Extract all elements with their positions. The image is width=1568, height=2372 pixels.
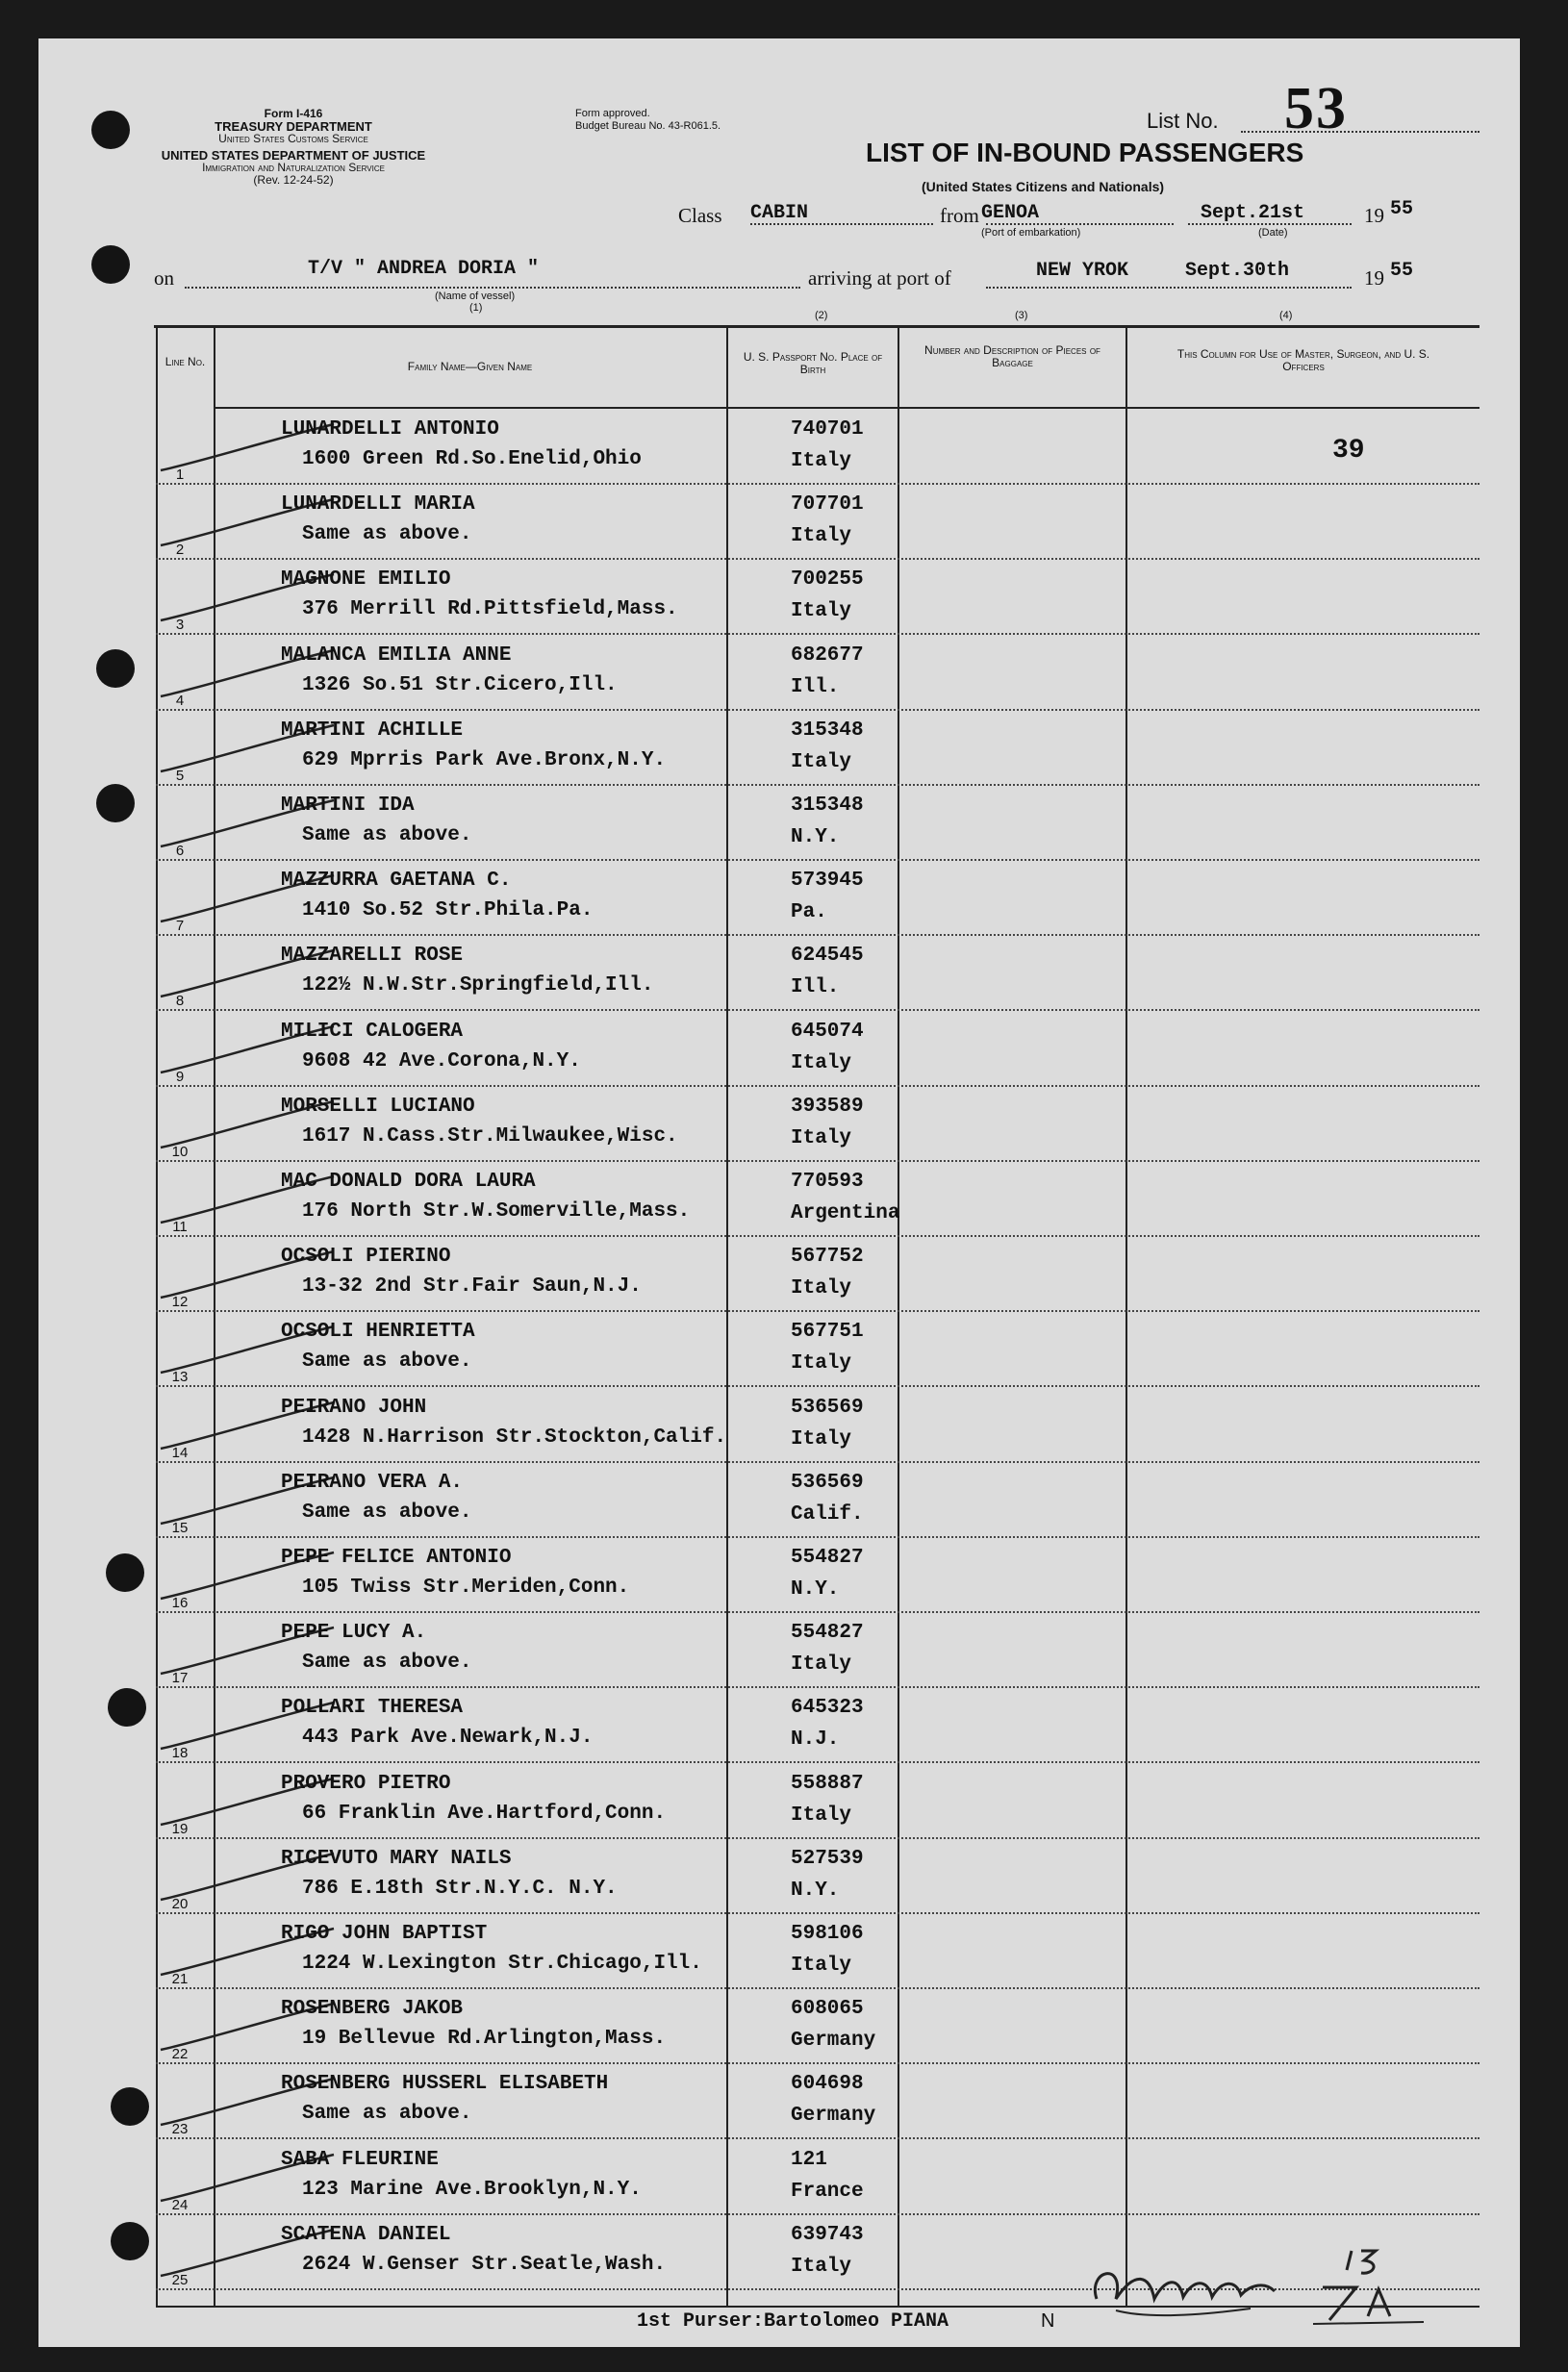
passenger-name: MAZZURRA GAETANA C. (281, 870, 512, 893)
line-number: 22 (171, 2046, 189, 2063)
form-approved: Form approved. (575, 108, 650, 119)
class-value: CABIN (750, 202, 809, 224)
passenger-address: 9608 42 Ave.Corona,N.Y. (302, 1049, 581, 1072)
date-caption: (Date) (1258, 227, 1288, 239)
passenger-address: 13-32 2nd Str.Fair Saun,N.J. (302, 1275, 642, 1299)
passenger-name: SABA FLEURINE (281, 2148, 439, 2171)
table-row (156, 1311, 1479, 1387)
passenger-address: 105 Twiss Str.Meriden,Conn. (302, 1577, 630, 1599)
table-row (156, 710, 1479, 786)
passenger-name: OCSOLI HENRIETTA (281, 1321, 475, 1344)
table-row (156, 860, 1479, 936)
list-no-line (1241, 131, 1479, 133)
table-row (156, 935, 1479, 1011)
line-number: 5 (175, 767, 185, 784)
justice-dept: UNITED STATES DEPARTMENT OF JUSTICE (161, 148, 426, 163)
col-header-baggage: Number and Description of Pieces of Baggage (924, 343, 1100, 369)
passport-number: 707701 (791, 493, 864, 517)
passport-number: 121 (791, 2148, 827, 2171)
line-number: 8 (175, 993, 185, 1010)
table-row (156, 1236, 1479, 1312)
arrival-port: NEW YROK (1036, 260, 1129, 282)
table-row (156, 1462, 1479, 1538)
place-of-birth: Germany (791, 2105, 876, 2128)
passenger-address: 1224 W.Lexington Str.Chicago,Ill. (302, 1953, 702, 1975)
passenger-address: 1326 So.51 Str.Cicero,Ill. (302, 673, 618, 696)
line-number: 4 (175, 692, 185, 709)
passenger-name: MORSELLI LUCIANO (281, 1095, 475, 1118)
passport-number: 598106 (791, 1923, 864, 1945)
col-header-passport: U. S. Passport No. Place of Birth (743, 350, 883, 376)
passenger-name: MALANCA EMILIA ANNE (281, 643, 512, 667)
on-label: on (154, 266, 174, 290)
passenger-name: MAZZARELLI ROSE (281, 945, 464, 968)
place-of-birth: Italy (791, 750, 852, 773)
passenger-name: RIGO JOHN BAPTIST (281, 1923, 488, 1945)
place-of-birth: Italy (791, 450, 852, 472)
table-row (156, 1763, 1479, 1839)
passport-number: 567751 (791, 1321, 864, 1344)
passport-number: 682677 (791, 643, 864, 667)
line-number: 15 (171, 1519, 189, 1536)
year-prefix-1: 19 (1364, 204, 1384, 227)
place-of-birth: Italy (791, 1653, 852, 1677)
passenger-name: MILICI CALOGERA (281, 1020, 464, 1043)
place-of-birth: France (791, 2180, 864, 2203)
passenger-address: 376 Merrill Rd.Pittsfield,Mass. (302, 598, 678, 621)
list-number: 53 (1284, 76, 1348, 141)
passenger-address: Same as above. (302, 1652, 472, 1675)
year-prefix-2: 19 (1364, 266, 1384, 290)
line-number: 20 (171, 1895, 189, 1912)
table-row (156, 484, 1479, 560)
line-number: 23 (171, 2121, 189, 2138)
passenger-address: Same as above. (302, 523, 472, 546)
line-number: 21 (171, 1971, 189, 1987)
passenger-address: Same as above. (302, 824, 472, 846)
passenger-address: 786 E.18th Str.N.Y.C. N.Y. (302, 1877, 618, 1900)
officer-note: 39 (1332, 436, 1365, 466)
passport-number: 315348 (791, 795, 864, 817)
place-of-birth: N.J. (791, 1729, 840, 1752)
passenger-name: ROSENBERG JAKOB (281, 1998, 464, 2021)
table-row (156, 1838, 1479, 1914)
table-row (156, 2063, 1479, 2139)
line-number: 6 (175, 843, 185, 859)
passenger-name: SCATENA DANIEL (281, 2223, 451, 2246)
table-row (156, 409, 1479, 485)
passenger-name: OCSOLI PIERINO (281, 1246, 451, 1269)
form-number: Form I-416 (264, 107, 323, 120)
passenger-address: Same as above. (302, 1350, 472, 1374)
passenger-name: MARTINI ACHILLE (281, 719, 464, 742)
vessel-col-num: (1) (469, 302, 483, 314)
place-of-birth: Ill. (791, 675, 840, 698)
passport-number: 740701 (791, 418, 864, 441)
passport-number: 645323 (791, 1697, 864, 1720)
punch-hole (111, 2222, 149, 2260)
line-number: 13 (171, 1369, 189, 1386)
place-of-birth: Calif. (791, 1502, 864, 1526)
line-number: 17 (171, 1670, 189, 1687)
line-number: 2 (175, 542, 185, 559)
passenger-address: 176 North Str.W.Somerville,Mass. (302, 1200, 691, 1223)
class-label: Class (678, 204, 722, 227)
punch-hole (96, 649, 135, 688)
arriving-label: arriving at port of (808, 266, 951, 290)
vessel-name: T/V " ANDREA DORIA " (308, 258, 540, 280)
passenger-address: 2624 W.Genser Str.Seatle,Wash. (302, 2253, 667, 2276)
passport-number: 558887 (791, 1772, 864, 1795)
passport-number: 573945 (791, 870, 864, 893)
place-of-birth: Italy (791, 1955, 852, 1977)
place-of-birth: Italy (791, 1352, 852, 1375)
line-number: 19 (171, 1820, 189, 1837)
line-number: 1 (175, 467, 185, 483)
place-of-birth: Germany (791, 2030, 876, 2053)
line-number: 18 (171, 1745, 189, 1762)
revision: (Rev. 12-24-52) (253, 173, 334, 187)
passport-number: 624545 (791, 945, 864, 968)
passenger-name: POLLARI THERESA (281, 1697, 464, 1720)
customs-service: United States Customs Service (218, 132, 368, 145)
passport-number: 315348 (791, 719, 864, 742)
col-header-name: Family Name—Given Name (407, 360, 533, 373)
table-row (156, 1011, 1479, 1087)
line-number: 25 (171, 2271, 189, 2288)
table-row (156, 1988, 1479, 2064)
place-of-birth: Italy (791, 1277, 852, 1300)
col-num-2: (2) (815, 310, 828, 321)
passenger-address: 1617 N.Cass.Str.Milwaukee,Wisc. (302, 1124, 678, 1148)
col-header-officers: This Column for Use of Master, Surgeon, and U. S. Officers (1176, 347, 1430, 373)
passenger-name: LUNARDELLI MARIA (281, 493, 475, 517)
passport-number: 554827 (791, 1547, 864, 1569)
place-of-birth: N.Y. (791, 826, 840, 848)
place-of-birth: Italy (791, 1427, 852, 1451)
line-number: 3 (175, 617, 185, 634)
document-page (38, 38, 1520, 2347)
port-caption: (Port of embarkation) (981, 227, 1081, 239)
line-number: 24 (171, 2196, 189, 2213)
passenger-address: 1428 N.Harrison Str.Stockton,Calif. (302, 1426, 727, 1449)
passport-number: 536569 (791, 1471, 864, 1494)
passport-number: 645074 (791, 1020, 864, 1043)
passenger-address: 66 Franklin Ave.Hartford,Conn. (302, 1802, 667, 1825)
passenger-name: RICEVUTO MARY NAILS (281, 1847, 512, 1870)
table-row (156, 1086, 1479, 1162)
form-block (139, 108, 447, 187)
page-title: LIST OF IN-BOUND PASSENGERS (866, 138, 1304, 167)
place-of-birth: Italy (791, 1051, 852, 1074)
place-of-birth: Italy (791, 600, 852, 623)
page-subtitle: (United States Citizens and Nationals) (922, 179, 1165, 194)
table-row (156, 1537, 1479, 1613)
passport-number: 639743 (791, 2223, 864, 2246)
treasury-dept: TREASURY DEPARTMENT (215, 119, 372, 134)
passenger-name: PEPE FELICE ANTONIO (281, 1547, 512, 1569)
punch-hole (91, 111, 130, 149)
table-row (156, 1387, 1479, 1463)
date-value: Sept.21st (1201, 202, 1305, 224)
arrival-line (986, 287, 1352, 289)
table-row (156, 1913, 1479, 1989)
passenger-name: PEIRANO VERA A. (281, 1471, 464, 1494)
table-row (156, 635, 1479, 711)
table-row (156, 1687, 1479, 1763)
table-top-border (154, 325, 1479, 328)
list-no-label: List No. (1147, 109, 1219, 133)
passenger-address: Same as above. (302, 1501, 472, 1524)
line-number: 16 (171, 1595, 189, 1611)
passenger-name: PROVERO PIETRO (281, 1772, 451, 1795)
vessel-caption: (Name of vessel) (435, 290, 516, 302)
passport-number: 393589 (791, 1095, 864, 1118)
line-number: 10 (171, 1143, 189, 1160)
arrival-date: Sept.30th (1185, 260, 1290, 282)
line-number: 7 (175, 918, 185, 935)
year-1: 55 (1390, 198, 1414, 220)
purser-initial: N (1041, 2310, 1055, 2332)
line-number: 14 (171, 1444, 189, 1461)
place-of-birth: N.Y. (791, 1879, 840, 1902)
purser-signature: 1st Purser:Bartolomeo PIANA (637, 2310, 949, 2333)
passenger-name: PEPE LUCY A. (281, 1622, 427, 1645)
passenger-address: Same as above. (302, 2103, 472, 2126)
line-number: 12 (171, 1294, 189, 1311)
place-of-birth: Italy (791, 1126, 852, 1149)
place-of-birth: Italy (791, 525, 852, 548)
passport-number: 536569 (791, 1396, 864, 1419)
line-number: 11 (172, 1219, 188, 1235)
passenger-address: 629 Mprris Park Ave.Bronx,N.Y. (302, 748, 667, 771)
passport-number: 608065 (791, 1998, 864, 2021)
table-row (156, 785, 1479, 861)
from-label: from (940, 204, 979, 227)
punch-hole (96, 784, 135, 822)
passenger-name: LUNARDELLI ANTONIO (281, 418, 499, 441)
passport-number: 567752 (791, 1246, 864, 1269)
passenger-name: ROSENBERG HUSSERL ELISABETH (281, 2073, 609, 2096)
table-row (156, 1161, 1479, 1237)
passenger-address: 19 Bellevue Rd.Arlington,Mass. (302, 2028, 667, 2051)
year-2: 55 (1390, 260, 1414, 282)
punch-hole (111, 2087, 149, 2126)
passenger-address: 123 Marine Ave.Brooklyn,N.Y. (302, 2178, 642, 2201)
from-value: GENOA (981, 202, 1040, 224)
handwritten-note (1058, 2232, 1481, 2328)
punch-hole (106, 1553, 144, 1592)
place-of-birth: Italy (791, 1804, 852, 1827)
line-number: 9 (175, 1068, 185, 1085)
passenger-address: 1600 Green Rd.So.Enelid,Ohio (302, 448, 642, 470)
table-row (156, 1612, 1479, 1688)
table-row (156, 2139, 1479, 2215)
vessel-line (185, 287, 800, 289)
place-of-birth: Italy (791, 2255, 852, 2278)
passenger-address: 443 Park Ave.Newark,N.J. (302, 1727, 594, 1750)
passport-number: 554827 (791, 1622, 864, 1645)
passenger-address: 122½ N.W.Str.Springfield,Ill. (302, 974, 654, 997)
passport-number: 700255 (791, 568, 864, 592)
punch-hole (108, 1688, 146, 1727)
approval-block (575, 108, 721, 133)
place-of-birth: Argentina (791, 1202, 900, 1224)
col-num-3: (3) (1015, 310, 1028, 321)
col-num-4: (4) (1279, 310, 1293, 321)
passenger-name: MAC DONALD DORA LAURA (281, 1171, 536, 1193)
passenger-address: 1410 So.52 Str.Phila.Pa. (302, 899, 594, 922)
passenger-name: MAGNONE EMILIO (281, 568, 451, 592)
place-of-birth: Pa. (791, 901, 827, 924)
place-of-birth: N.Y. (791, 1578, 840, 1601)
passport-number: 604698 (791, 2073, 864, 2096)
passport-number: 527539 (791, 1847, 864, 1870)
col-header-line: Line No. (164, 355, 206, 368)
punch-hole (91, 245, 130, 284)
table-row (156, 559, 1479, 635)
place-of-birth: Ill. (791, 976, 840, 999)
passenger-name: MARTINI IDA (281, 795, 415, 817)
passport-number: 770593 (791, 1171, 864, 1193)
budget-bureau: Budget Bureau No. 43-R061.5. (575, 120, 721, 132)
ins-service: Immigration and Naturalization Service (202, 161, 385, 174)
passenger-name: PEIRANO JOHN (281, 1396, 427, 1419)
